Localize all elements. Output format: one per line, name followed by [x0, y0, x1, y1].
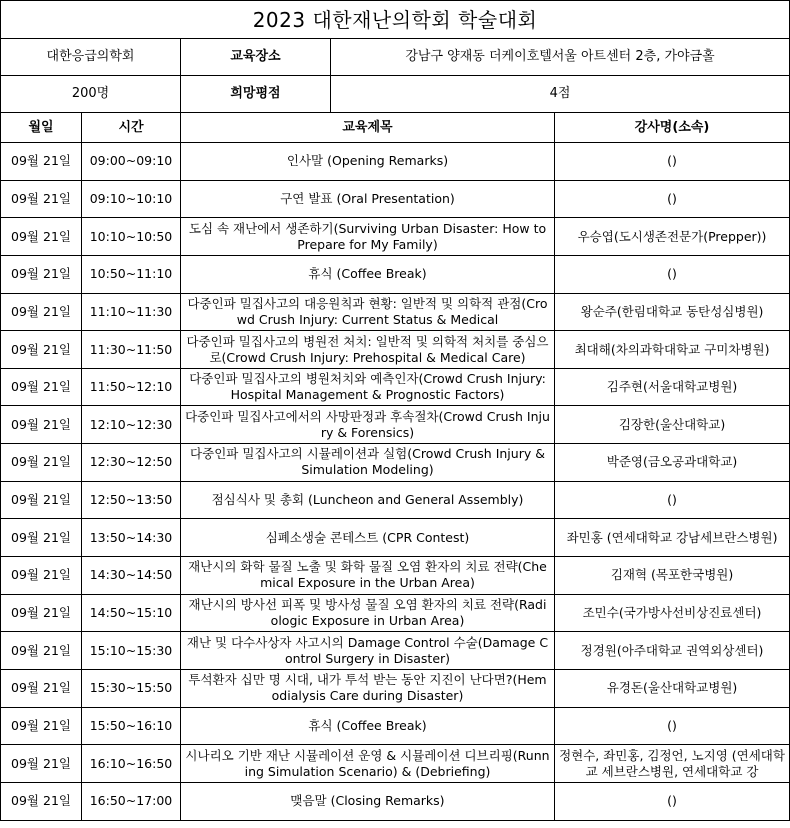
- table-row: [1, 331, 790, 369]
- venue-value: 강남구 양재동 더케이호텔서울 아트센터 2층, 가야금홀: [331, 39, 790, 76]
- topic-cell: [181, 444, 555, 482]
- topic-cell-text: 시나리오 기반 재난 시뮬레이션 운영 & 시뮬레이션 디브리핑(Running Simulation Scenario) & (Debriefing): [185, 747, 550, 779]
- lecturer-cell-text: 최대해(차의과학대학교 구미차병원): [574, 341, 770, 357]
- date-cell: [1, 406, 82, 444]
- table-row: [1, 218, 790, 256]
- time-cell-text: 12:50~13:50: [89, 492, 173, 508]
- lecturer-cell-text: 유경돈(울산대학교병원): [606, 680, 738, 696]
- lecturer-cell: [555, 218, 790, 256]
- date-cell-text: 09월 21일: [11, 190, 71, 206]
- topic-cell: [181, 368, 555, 406]
- time-cell-text: 11:10~11:30: [89, 303, 173, 319]
- lecturer-cell: [555, 180, 790, 218]
- topic-cell: [181, 707, 555, 745]
- lecturer-cell-text: 좌민홍 (연세대학교 강남세브란스병원): [566, 529, 778, 545]
- topic-cell-text: 재난시의 화학 물질 노출 및 화학 물질 오염 환자의 치료 전략(Chemical Exposure in the Urban Area): [188, 559, 547, 591]
- date-cell: [1, 707, 82, 745]
- date-cell: [1, 368, 82, 406]
- lecturer-cell: [555, 293, 790, 331]
- topic-cell: [181, 218, 555, 256]
- organizer: 대한응급의학회: [1, 39, 181, 76]
- time-cell: [82, 143, 181, 181]
- lecturer-cell-text: (): [667, 793, 677, 809]
- lecturer-cell: [555, 669, 790, 707]
- credits-label: 희망평점: [181, 76, 331, 113]
- topic-cell-text: 도심 속 재난에서 생존하기(Surviving Urban Disaster: How to Prepare for My Family): [188, 220, 547, 252]
- lecturer-cell: [555, 632, 790, 670]
- date-cell-text: 09월 21일: [11, 642, 71, 658]
- time-cell-text: 15:10~15:30: [89, 642, 173, 658]
- topic-cell-text: 재난시의 방사선 피폭 및 방사성 물질 오염 환자의 치료 전략(Radiologic Exposure in Urban Area): [188, 597, 547, 628]
- time-cell: [82, 481, 181, 519]
- date-cell: [1, 594, 82, 632]
- lecturer-cell-text: 조민수(국가방사선비상진료센터): [582, 605, 762, 620]
- lecturer-cell: [555, 782, 790, 820]
- topic-cell-text: 투석환자 십만 명 시대, 내가 투석 받는 동안 지진이 난다면?(Hemodialysis Care during Disaster): [188, 672, 547, 704]
- date-cell: [1, 255, 82, 293]
- topic-cell: [181, 180, 555, 218]
- topic-cell: [181, 782, 555, 820]
- time-cell-text: 09:10~10:10: [89, 190, 173, 206]
- lecturer-cell-text: 우승엽(도시생존전문가(Prepper)): [577, 228, 767, 244]
- date-cell-text: 09월 21일: [11, 492, 71, 508]
- time-cell: [82, 293, 181, 331]
- lecturer-cell-text: (): [667, 153, 677, 169]
- time-cell-text: 15:50~16:10: [89, 717, 173, 733]
- lecturer-cell: [555, 519, 790, 557]
- time-cell-text: 11:30~11:50: [89, 341, 173, 357]
- lecturer-cell: [555, 368, 790, 406]
- capacity: 200명: [1, 76, 181, 113]
- lecturer-cell: [555, 331, 790, 369]
- time-cell: [82, 180, 181, 218]
- time-cell-text: 12:10~12:30: [89, 416, 173, 432]
- lecturer-cell: [555, 255, 790, 293]
- time-cell-text: 09:00~09:10: [89, 153, 173, 169]
- table-row: [1, 557, 790, 595]
- lecturer-cell: [555, 707, 790, 745]
- date-cell-text: 09월 21일: [11, 454, 71, 470]
- table-row: [1, 444, 790, 482]
- page-title: 2023 대한재난의학회 학술대회: [1, 1, 790, 39]
- lecturer-cell-text: 김주현(서울대학교병원): [606, 379, 738, 395]
- topic-cell: [181, 331, 555, 369]
- date-cell-text: 09월 21일: [11, 605, 71, 620]
- date-cell: [1, 293, 82, 331]
- lecturer-cell-text: 왕순주(한림대학교 동탄성심병원): [580, 303, 764, 319]
- lecturer-cell-text: 김재혁 (목포한국병원): [610, 567, 734, 583]
- date-cell-text: 09월 21일: [11, 793, 71, 809]
- topic-cell: [181, 745, 555, 783]
- date-cell-text: 09월 21일: [11, 567, 71, 583]
- header-lecturer: 강사명(소속): [555, 113, 790, 143]
- topic-cell-text: 다중인파 밀집사고의 병원처치와 예측인자(Crowd Crush Injury: Hospital Management & Prognostic Factors): [189, 371, 546, 403]
- lecturer-cell-text: (): [667, 190, 677, 206]
- topic-cell-text: 다중인파 밀집사고의 대응원칙과 현황: 일반적 및 의학적 관점(Crowd Crush Injury: Current Status & Medical: [187, 295, 548, 327]
- lecturer-cell: [555, 143, 790, 181]
- topic-cell-text: 맺음말 (Closing Remarks): [290, 793, 445, 809]
- date-cell: [1, 632, 82, 670]
- table-row: [1, 180, 790, 218]
- venue-label: 교육장소: [181, 39, 331, 76]
- date-cell-text: 09월 21일: [11, 228, 71, 244]
- lecturer-cell-text: (): [667, 717, 677, 733]
- time-cell: [82, 218, 181, 256]
- date-cell-text: 09월 21일: [11, 529, 71, 545]
- date-cell: [1, 557, 82, 595]
- lecturer-cell: [555, 557, 790, 595]
- date-cell-text: 09월 21일: [11, 755, 71, 771]
- date-cell-text: 09월 21일: [11, 717, 71, 733]
- topic-cell: [181, 557, 555, 595]
- topic-cell-text: 다중인파 밀집사고의 시뮬레이션과 실험(Crowd Crush Injury & Simulation Modeling): [190, 446, 545, 478]
- header-time: 시간: [82, 113, 181, 143]
- lecturer-cell: [555, 481, 790, 519]
- time-cell-text: 10:50~11:10: [89, 266, 173, 282]
- lecturer-cell: [555, 406, 790, 444]
- lecturer-cell: [555, 594, 790, 632]
- lecturer-cell-text: (): [667, 266, 677, 282]
- topic-cell-text: 다중인파 밀집사고의 병원전 처치: 일반적 및 의학적 처치를 중심으로(Crowd Crush Injury: Prehospital & Medical Care): [186, 333, 549, 365]
- header-date: 월일: [1, 113, 82, 143]
- time-cell-text: 11:50~12:10: [89, 379, 173, 395]
- date-cell: [1, 481, 82, 519]
- time-cell: [82, 331, 181, 369]
- credits-value: 4점: [331, 76, 790, 113]
- table-row: [1, 632, 790, 670]
- table-row: [1, 406, 790, 444]
- date-cell: [1, 745, 82, 783]
- topic-cell: [181, 406, 555, 444]
- date-cell: [1, 218, 82, 256]
- table-row: [1, 143, 790, 181]
- time-cell-text: 16:50~17:00: [89, 793, 173, 809]
- time-cell-text: 14:50~15:10: [89, 605, 173, 620]
- lecturer-cell-text: (): [667, 492, 677, 508]
- date-cell: [1, 444, 82, 482]
- topic-cell-text: 재난 및 다수사상자 사고시의 Damage Control 수술(Damage Control Surgery in Disaster): [186, 634, 549, 666]
- table-row: [1, 594, 790, 632]
- date-cell-text: 09월 21일: [11, 266, 71, 282]
- date-cell: [1, 519, 82, 557]
- date-cell-text: 09월 21일: [11, 303, 71, 319]
- time-cell: [82, 707, 181, 745]
- topic-cell-text: 휴식 (Coffee Break): [308, 717, 427, 733]
- topic-cell-text: 다중인파 밀집사고에서의 사망판정과 후속절차(Crowd Crush Injury & Forensics): [185, 408, 550, 440]
- topic-cell-text: 심폐소생술 콘테스트 (CPR Contest): [265, 529, 470, 545]
- lecturer-cell-text: 정경원(아주대학교 권역외상센터): [580, 642, 764, 658]
- date-cell: [1, 782, 82, 820]
- table-row: [1, 707, 790, 745]
- table-row: [1, 745, 790, 783]
- time-cell-text: 12:30~12:50: [89, 454, 173, 470]
- lecturer-cell: [555, 444, 790, 482]
- topic-cell-text: 휴식 (Coffee Break): [308, 266, 427, 282]
- lecturer-cell-text: 정현수, 좌민홍, 김정언, 노지영 (연세대학교 세브란스병원, 연세대학교 강: [559, 747, 785, 779]
- topic-cell-text: 점심식사 및 총회 (Luncheon and General Assembly): [211, 492, 524, 508]
- table-row: [1, 782, 790, 820]
- time-cell: [82, 557, 181, 595]
- time-cell: [82, 782, 181, 820]
- date-cell: [1, 669, 82, 707]
- time-cell-text: 13:50~14:30: [89, 529, 173, 545]
- date-cell: [1, 143, 82, 181]
- topic-cell: [181, 594, 555, 632]
- lecturer-cell-text: 박준영(금오공과대학교): [606, 454, 738, 470]
- time-cell: [82, 406, 181, 444]
- topic-cell-text: 구연 발표 (Oral Presentation): [280, 190, 455, 206]
- table-row: [1, 519, 790, 557]
- date-cell-text: 09월 21일: [11, 341, 71, 357]
- table-row: [1, 481, 790, 519]
- topic-cell: [181, 519, 555, 557]
- date-cell-text: 09월 21일: [11, 416, 71, 432]
- table-row: [1, 368, 790, 406]
- time-cell: [82, 632, 181, 670]
- lecturer-cell-text: 김장한(울산대학교): [618, 416, 726, 432]
- topic-cell: [181, 481, 555, 519]
- topic-cell: [181, 143, 555, 181]
- time-cell: [82, 594, 181, 632]
- header-topic: 교육제목: [181, 113, 555, 143]
- topic-cell: [181, 632, 555, 670]
- time-cell: [82, 519, 181, 557]
- time-cell: [82, 745, 181, 783]
- time-cell: [82, 255, 181, 293]
- date-cell-text: 09월 21일: [11, 680, 71, 696]
- table-row: [1, 255, 790, 293]
- date-cell: [1, 331, 82, 369]
- date-cell-text: 09월 21일: [11, 379, 71, 395]
- topic-cell: [181, 255, 555, 293]
- date-cell-text: 09월 21일: [11, 153, 71, 169]
- time-cell-text: 14:30~14:50: [89, 567, 173, 583]
- table-row: [1, 669, 790, 707]
- time-cell: [82, 368, 181, 406]
- table-row: [1, 293, 790, 331]
- date-cell: [1, 180, 82, 218]
- lecturer-cell: [555, 745, 790, 783]
- time-cell-text: 16:10~16:50: [89, 755, 173, 771]
- topic-cell-text: 인사말 (Opening Remarks): [286, 153, 449, 169]
- time-cell: [82, 669, 181, 707]
- time-cell: [82, 444, 181, 482]
- time-cell-text: 10:10~10:50: [89, 228, 173, 244]
- topic-cell: [181, 669, 555, 707]
- time-cell-text: 15:30~15:50: [89, 680, 173, 696]
- topic-cell: [181, 293, 555, 331]
